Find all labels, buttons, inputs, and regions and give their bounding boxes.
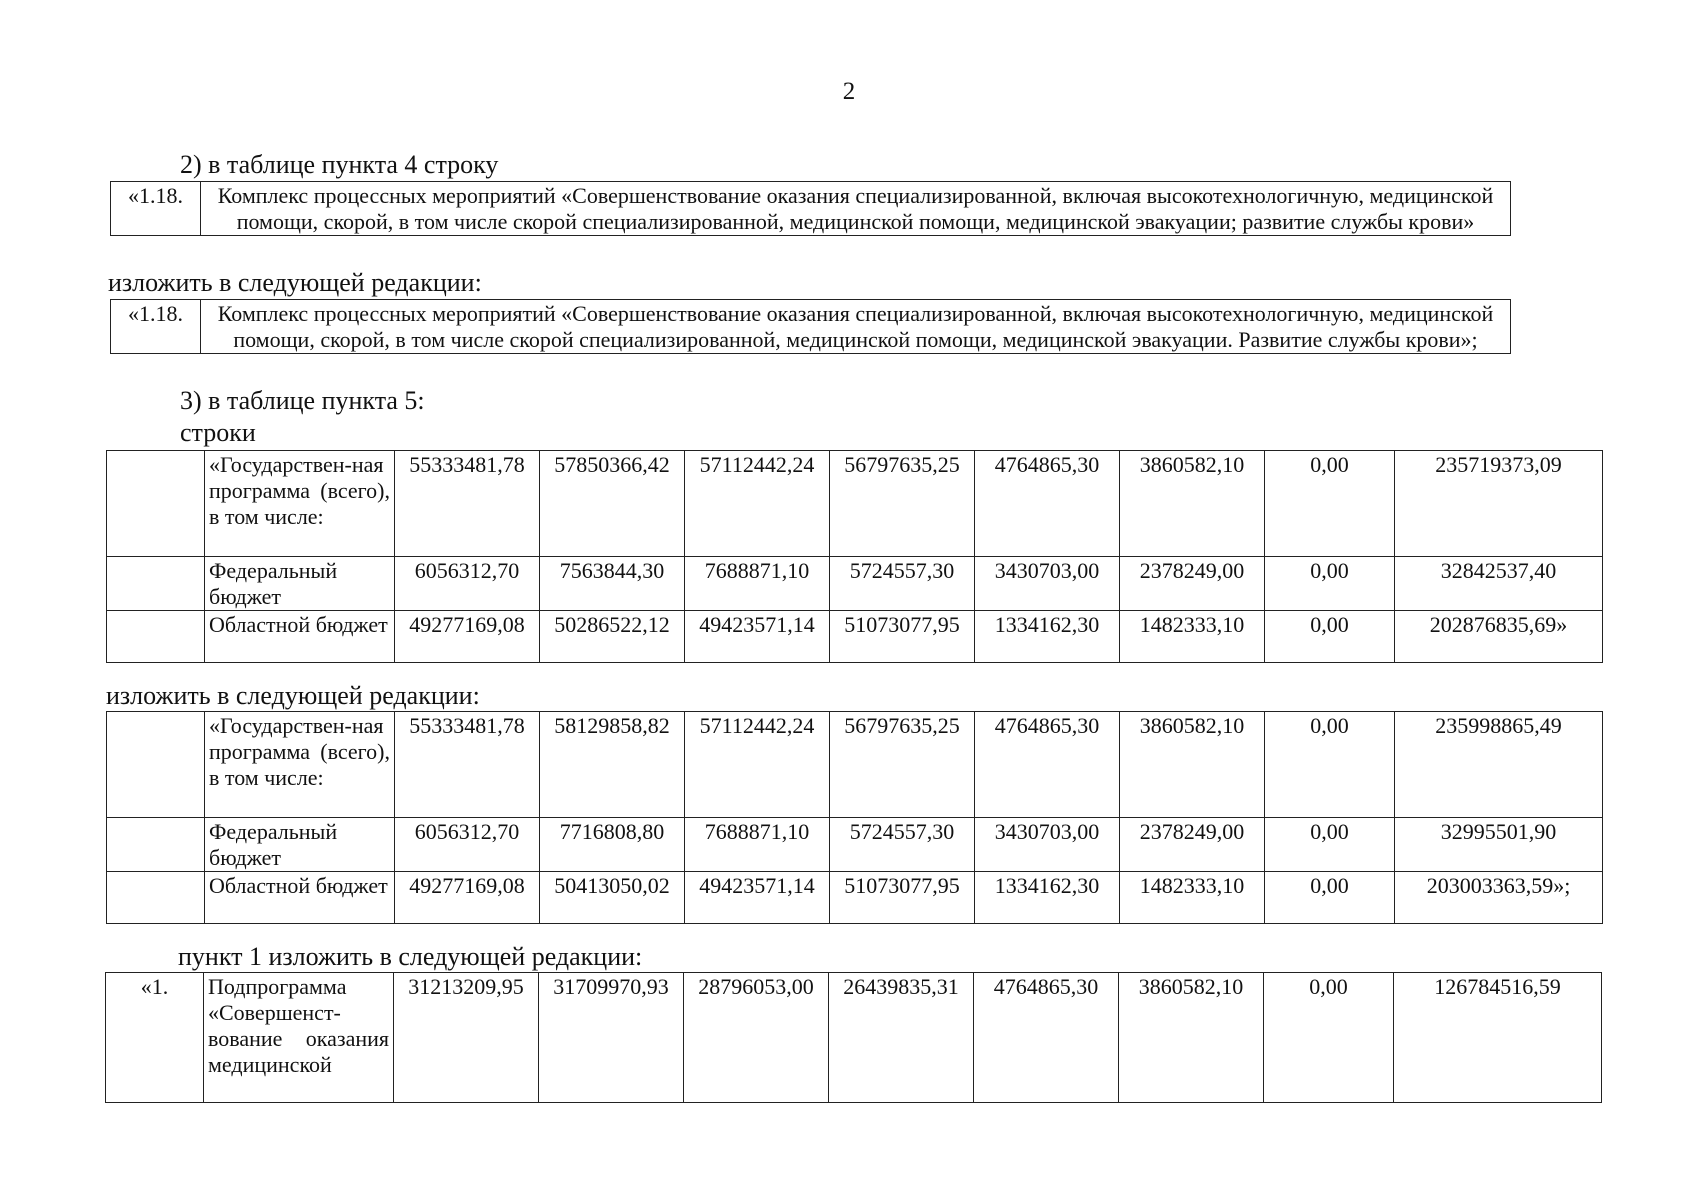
- value-cell: 202876835,69»: [1395, 611, 1603, 663]
- table-row: [107, 712, 1603, 818]
- row-number: «1.18.: [111, 300, 201, 354]
- value-cell: 57112442,24: [685, 451, 830, 557]
- page-number: 2: [842, 78, 856, 105]
- value-cell: 6056312,70: [395, 557, 540, 611]
- value-cell: 26439835,31: [829, 973, 974, 1103]
- row-number: [107, 712, 205, 818]
- value-cell: 31709970,93: [539, 973, 684, 1103]
- value-cell: 56797635,25: [830, 451, 975, 557]
- value-cell: 1334162,30: [975, 872, 1120, 924]
- row-text: Комплекс процессных мероприятий «Совершенствование оказания специализированной, включая высокотехнологичную, медицинской помощи, скорой, в том числе скорой специализированной, медицинской помощи, медицинской эвакуации. Развитие службы крови»;: [201, 300, 1511, 354]
- value-cell: 49277169,08: [395, 872, 540, 924]
- value-cell: 7716808,80: [540, 818, 685, 872]
- table-row: [107, 451, 1603, 557]
- value-cell: 0,00: [1265, 872, 1395, 924]
- table-row: [111, 182, 1511, 236]
- table-new-rows: [106, 711, 1603, 924]
- value-cell: 2378249,00: [1120, 818, 1265, 872]
- value-cell: 0,00: [1265, 557, 1395, 611]
- value-cell: 4764865,30: [974, 973, 1119, 1103]
- value-cell: 235998865,49: [1395, 712, 1603, 818]
- value-cell: 4764865,30: [975, 451, 1120, 557]
- row-label: Областной бюджет: [205, 872, 395, 924]
- restate-phrase-2: изложить в следующей редакции:: [106, 681, 480, 710]
- row-number: «1.: [106, 973, 204, 1103]
- value-cell: 3860582,10: [1119, 973, 1264, 1103]
- point-1-intro: пункт 1 изложить в следующей редакции:: [178, 942, 643, 971]
- value-cell: 50413050,02: [540, 872, 685, 924]
- value-cell: 58129858,82: [540, 712, 685, 818]
- value-cell: 55333481,78: [395, 712, 540, 818]
- value-cell: 49277169,08: [395, 611, 540, 663]
- table-new-1-18: [110, 299, 1511, 354]
- value-cell: 7688871,10: [685, 818, 830, 872]
- value-cell: 56797635,25: [830, 712, 975, 818]
- value-cell: 7563844,30: [540, 557, 685, 611]
- table-row: [107, 557, 1603, 611]
- row-number: [107, 818, 205, 872]
- value-cell: 3860582,10: [1120, 712, 1265, 818]
- value-cell: 32842537,40: [1395, 557, 1603, 611]
- value-cell: 126784516,59: [1394, 973, 1602, 1103]
- row-label: Федеральный бюджет: [205, 557, 395, 611]
- table-row: [107, 872, 1603, 924]
- table-row: [106, 973, 1602, 1103]
- value-cell: 50286522,12: [540, 611, 685, 663]
- rows-intro: строки: [180, 418, 256, 447]
- value-cell: 0,00: [1265, 611, 1395, 663]
- value-cell: 3860582,10: [1120, 451, 1265, 557]
- table-point-1: [105, 972, 1602, 1103]
- row-number: [107, 557, 205, 611]
- value-cell: 55333481,78: [395, 451, 540, 557]
- row-label: «Государствен-ная программа (всего), в том числе:: [205, 712, 395, 818]
- row-number: [107, 611, 205, 663]
- table-old-rows: [106, 450, 1603, 663]
- value-cell: 5724557,30: [830, 818, 975, 872]
- value-cell: 3430703,00: [975, 557, 1120, 611]
- value-cell: 1334162,30: [975, 611, 1120, 663]
- value-cell: 57850366,42: [540, 451, 685, 557]
- value-cell: 31213209,95: [394, 973, 539, 1103]
- value-cell: 57112442,24: [685, 712, 830, 818]
- row-number: [107, 451, 205, 557]
- table-old-1-18: [110, 181, 1511, 236]
- row-label: Федеральный бюджет: [205, 818, 395, 872]
- row-label: «Государствен-ная программа (всего), в том числе:: [205, 451, 395, 557]
- item-3-intro: 3) в таблице пункта 5:: [180, 386, 425, 415]
- value-cell: 3430703,00: [975, 818, 1120, 872]
- value-cell: 4764865,30: [975, 712, 1120, 818]
- value-cell: 5724557,30: [830, 557, 975, 611]
- table-row: [107, 611, 1603, 663]
- row-text: Комплекс процессных мероприятий «Совершенствование оказания специализированной, включая высокотехнологичную, медицинской помощи, скорой, в том числе скорой специализированной, медицинской помощи, медицинской эвакуации; развитие службы крови»: [201, 182, 1511, 236]
- value-cell: 28796053,00: [684, 973, 829, 1103]
- value-cell: 51073077,95: [830, 872, 975, 924]
- value-cell: 6056312,70: [395, 818, 540, 872]
- value-cell: 0,00: [1265, 712, 1395, 818]
- value-cell: 32995501,90: [1395, 818, 1603, 872]
- value-cell: 0,00: [1265, 451, 1395, 557]
- value-cell: 7688871,10: [685, 557, 830, 611]
- value-cell: 0,00: [1264, 973, 1394, 1103]
- value-cell: 0,00: [1265, 818, 1395, 872]
- value-cell: 49423571,14: [685, 611, 830, 663]
- row-label: Подпрограмма «Совершенст-вование оказания медицинской: [204, 973, 394, 1103]
- value-cell: 2378249,00: [1120, 557, 1265, 611]
- row-number: [107, 872, 205, 924]
- value-cell: 51073077,95: [830, 611, 975, 663]
- value-cell: 203003363,59»;: [1395, 872, 1603, 924]
- table-row: [107, 818, 1603, 872]
- value-cell: 1482333,10: [1120, 872, 1265, 924]
- value-cell: 235719373,09: [1395, 451, 1603, 557]
- row-label: Областной бюджет: [205, 611, 395, 663]
- item-2-intro: 2) в таблице пункта 4 строку: [180, 150, 499, 179]
- table-row: [111, 300, 1511, 354]
- value-cell: 1482333,10: [1120, 611, 1265, 663]
- value-cell: 49423571,14: [685, 872, 830, 924]
- row-number: «1.18.: [111, 182, 201, 236]
- restate-phrase: изложить в следующей редакции:: [108, 268, 482, 297]
